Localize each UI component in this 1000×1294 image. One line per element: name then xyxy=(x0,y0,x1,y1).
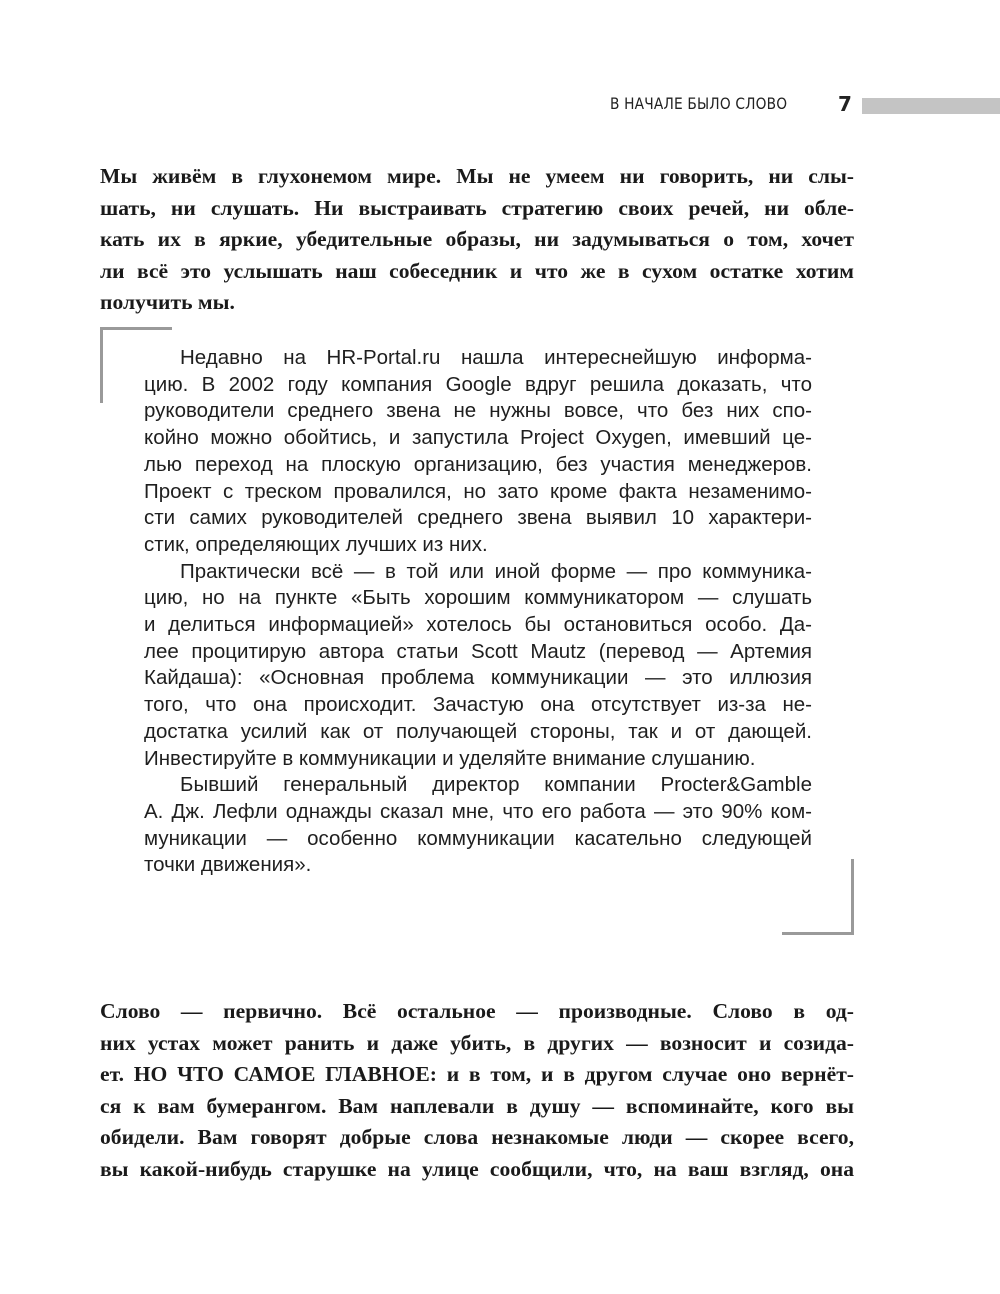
quote-line: А. Дж. Лефли однажды сказал мне, что его работа — это 90% ком- xyxy=(144,799,812,823)
quote-line: того, что она происходит. Зачастую она отсутствует из-за не- xyxy=(144,693,812,717)
quote-bracket-top-left xyxy=(100,327,172,330)
header-decor-bar xyxy=(862,98,1000,114)
quote-box xyxy=(100,327,854,935)
page-number: 7 xyxy=(838,92,852,116)
intro-line: шать, ни слушать. Ни выстраивать стратегию своих речей, ни обле- xyxy=(100,195,854,220)
intro-paragraph xyxy=(100,161,854,319)
quote-line: стик, определяющих лучших из них. xyxy=(144,532,488,556)
quote-line: лее процитирую автора статьи Scott Mautz (перевод — Артемия xyxy=(144,639,812,663)
outro-line: Слово — первично. Всё остальное — производные. Слово в од- xyxy=(100,999,854,1023)
quote-bracket-bottom-right xyxy=(782,932,854,935)
quote-bracket-top-left xyxy=(100,327,103,403)
quote-line: руководители среднего звена не нужны вовсе, что без них спо- xyxy=(144,399,812,423)
quote-line: лью переход на плоскую организацию, без участия менеджеров. xyxy=(144,452,812,476)
outro-line: них устах может ранить и даже убить, в других — возносит и созида- xyxy=(100,1030,854,1055)
quote-line: муникации — особенно коммуникации касательно следующей xyxy=(144,826,812,850)
quote-line: Бывший генеральный директор компании Procter&Gamble xyxy=(180,773,812,797)
outro-paragraph xyxy=(100,996,854,1185)
quote-line: точки движения». xyxy=(144,853,312,877)
intro-line: Мы живём в глухонемом мире. Мы не умеем ни говорить, ни слы- xyxy=(100,164,854,188)
quote-text xyxy=(144,345,812,879)
outro-line: обидели. Вам говорят добрые слова незнакомые люди — скорее всего, xyxy=(100,1125,854,1149)
page-header xyxy=(0,92,1000,122)
quote-line: цию, но на пункте «Быть хорошим коммуникатором — слушать xyxy=(144,586,812,610)
outro-line: вы какой-нибудь старушке на улице сообщили, что, на ваш взгляд, она xyxy=(100,1156,854,1181)
quote-line: Инвестируйте в коммуникации и уделяйте внимание слушанию. xyxy=(144,746,756,770)
quote-line: Проект с треском провалился, но зато кроме факта незаменимо- xyxy=(144,479,812,503)
quote-line: и делиться информацией» хотелось бы остановиться особо. Да- xyxy=(144,613,812,637)
intro-line: ли всё это услышать наш собеседник и что же в сухом остатке хотим xyxy=(100,258,854,283)
quote-line: цию. В 2002 году компания Google вдруг решила доказать, что xyxy=(144,372,812,396)
quote-line: сти самих руководителей среднего звена выявил 10 характери- xyxy=(144,506,812,530)
quote-line: Недавно на HR-Portal.ru нашла интереснейшую информа- xyxy=(180,346,812,369)
outro-line: ет. НО ЧТО САМОЕ ГЛАВНОЕ: и в том, и в другом случае оно вернёт- xyxy=(100,1062,854,1086)
running-title: В НАЧАЛЕ БЫЛО СЛОВО xyxy=(610,94,788,113)
intro-line: получить мы. xyxy=(100,290,235,314)
quote-line: Кайдаша): «Основная проблема коммуникации — это иллюзия xyxy=(144,666,812,690)
quote-line: Практически всё — в той или иной форме — про коммуника- xyxy=(180,559,812,583)
quote-line: койно можно обойтись, и запустила Project Oxygen, имевший це- xyxy=(144,426,812,450)
quote-bracket-bottom-right xyxy=(851,859,854,935)
intro-line: кать их в яркие, убедительные образы, ни задумываться о том, хочет xyxy=(100,227,854,251)
quote-line: достатка усилий как от получающей стороны, так и от дающей. xyxy=(144,719,812,743)
outro-line: ся к вам бумерангом. Вам наплевали в душу — вспоминайте, кого вы xyxy=(100,1093,854,1118)
